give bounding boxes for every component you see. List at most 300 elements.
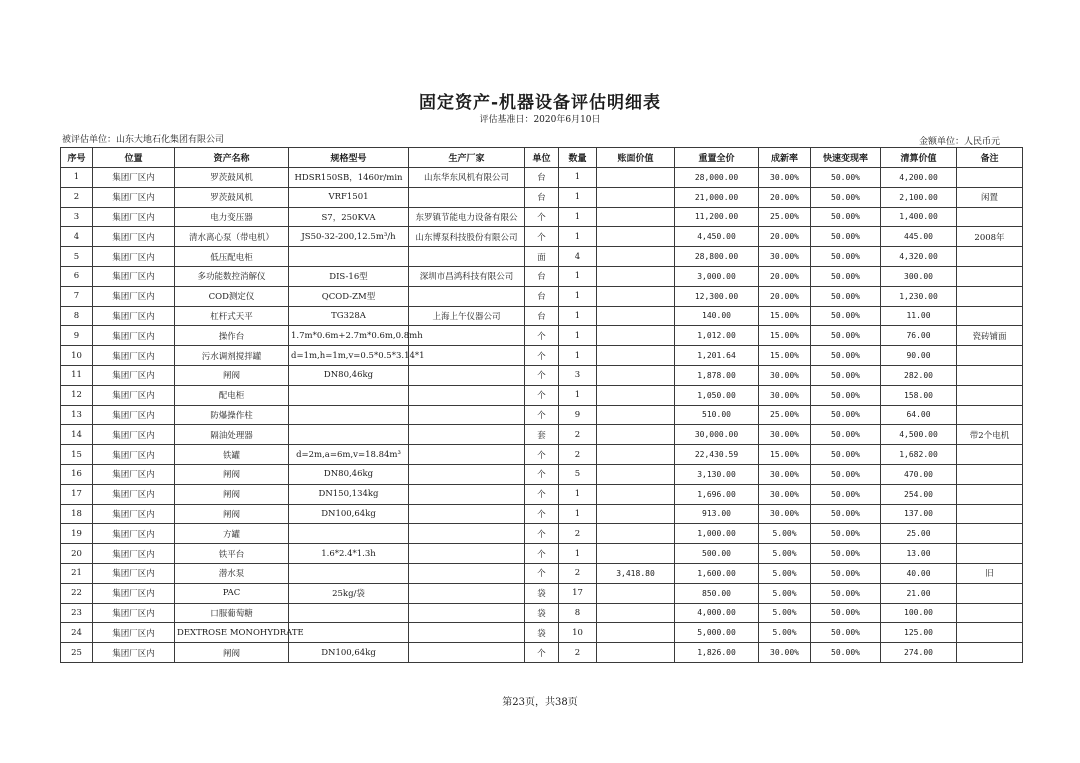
cell-asset-name: 口服葡萄糖	[175, 603, 289, 623]
cell-model: 1.6*2.4*1.3h	[289, 544, 409, 564]
cell-quantity: 10	[559, 623, 597, 643]
cell-book-value	[597, 168, 675, 188]
cell-replacement-value: 3,130.00	[675, 464, 759, 484]
cell-unit: 个	[525, 326, 559, 346]
cell-book-value	[597, 405, 675, 425]
cell-unit: 台	[525, 266, 559, 286]
cell-index: 10	[61, 346, 93, 366]
cell-asset-name: 闸阀	[175, 484, 289, 504]
cell-unit: 个	[525, 464, 559, 484]
cell-remarks	[957, 464, 1023, 484]
cell-remarks	[957, 623, 1023, 643]
cell-quantity: 5	[559, 464, 597, 484]
cell-manufacturer	[409, 346, 525, 366]
cell-index: 7	[61, 286, 93, 306]
cell-location: 集团厂区内	[93, 425, 175, 445]
cell-replacement-value: 4,000.00	[675, 603, 759, 623]
table-row	[61, 445, 1023, 465]
cell-quantity: 9	[559, 405, 597, 425]
cell-quantity: 1	[559, 504, 597, 524]
cell-asset-name: DEXTROSE MONOHYDRATE	[175, 623, 289, 643]
cell-index: 2	[61, 187, 93, 207]
cell-manufacturer	[409, 643, 525, 663]
cell-liquidation-value: 158.00	[881, 385, 957, 405]
cell-newness-rate: 5.00%	[759, 544, 811, 564]
cell-replacement-value: 1,696.00	[675, 484, 759, 504]
table-row	[61, 425, 1023, 445]
cell-remarks	[957, 524, 1023, 544]
cell-remarks	[957, 405, 1023, 425]
cell-replacement-value: 1,050.00	[675, 385, 759, 405]
cell-remarks	[957, 207, 1023, 227]
cell-asset-name: 清水离心泵（带电机）	[175, 227, 289, 247]
cell-manufacturer: 东罗镇节能电力设备有限公	[409, 207, 525, 227]
cell-manufacturer	[409, 326, 525, 346]
cell-unit: 袋	[525, 603, 559, 623]
cell-model	[289, 524, 409, 544]
cell-manufacturer	[409, 623, 525, 643]
table-row	[61, 207, 1023, 227]
cell-replacement-value: 1,000.00	[675, 524, 759, 544]
cell-liquidation-value: 4,200.00	[881, 168, 957, 188]
cell-newness-rate: 15.00%	[759, 306, 811, 326]
cell-quantity: 1	[559, 346, 597, 366]
cell-unit: 个	[525, 563, 559, 583]
cell-index: 3	[61, 207, 93, 227]
cell-replacement-value: 913.00	[675, 504, 759, 524]
cell-remarks: 瓷砖铺面	[957, 326, 1023, 346]
cell-newness-rate: 5.00%	[759, 524, 811, 544]
cell-location: 集团厂区内	[93, 504, 175, 524]
cell-index: 9	[61, 326, 93, 346]
cell-replacement-value: 28,000.00	[675, 168, 759, 188]
table-row	[61, 544, 1023, 564]
cell-location: 集团厂区内	[93, 168, 175, 188]
cell-location: 集团厂区内	[93, 385, 175, 405]
cell-newness-rate: 30.00%	[759, 464, 811, 484]
cell-quantity: 1	[559, 227, 597, 247]
cell-location: 集团厂区内	[93, 207, 175, 227]
cell-quantity: 1	[559, 385, 597, 405]
cell-unit: 个	[525, 365, 559, 385]
cell-book-value	[597, 603, 675, 623]
header-model: 规格型号	[289, 148, 409, 168]
cell-replacement-value: 12,300.00	[675, 286, 759, 306]
cell-liquidation-rate: 50.00%	[811, 484, 881, 504]
cell-book-value	[597, 583, 675, 603]
cell-location: 集团厂区内	[93, 563, 175, 583]
cell-unit: 套	[525, 425, 559, 445]
cell-remarks: 2008年	[957, 227, 1023, 247]
cell-liquidation-value: 137.00	[881, 504, 957, 524]
cell-location: 集团厂区内	[93, 643, 175, 663]
cell-liquidation-rate: 50.00%	[811, 504, 881, 524]
cell-index: 24	[61, 623, 93, 643]
cell-model: S7，250KVA	[289, 207, 409, 227]
table-row	[61, 583, 1023, 603]
cell-asset-name: 闸阀	[175, 504, 289, 524]
cell-manufacturer: 深圳市昌鸿科技有限公司	[409, 266, 525, 286]
cell-asset-name: 配电柜	[175, 385, 289, 405]
cell-book-value	[597, 484, 675, 504]
cell-model: HDSR150SB，1460r/min	[289, 168, 409, 188]
header-location: 位置	[93, 148, 175, 168]
cell-manufacturer	[409, 504, 525, 524]
cell-location: 集团厂区内	[93, 623, 175, 643]
cell-model: DN80,46kg	[289, 365, 409, 385]
cell-location: 集团厂区内	[93, 405, 175, 425]
cell-liquidation-rate: 50.00%	[811, 346, 881, 366]
cell-model: DN100,64kg	[289, 504, 409, 524]
cell-location: 集团厂区内	[93, 326, 175, 346]
cell-quantity: 2	[559, 524, 597, 544]
cell-book-value	[597, 247, 675, 267]
cell-liquidation-rate: 50.00%	[811, 544, 881, 564]
cell-book-value	[597, 504, 675, 524]
cell-location: 集团厂区内	[93, 365, 175, 385]
cell-liquidation-value: 282.00	[881, 365, 957, 385]
cell-index: 13	[61, 405, 93, 425]
header-liquidation-rate: 快速变现率	[811, 148, 881, 168]
cell-manufacturer	[409, 544, 525, 564]
header-newness-rate: 成新率	[759, 148, 811, 168]
cell-model: d=1m,h=1m,v=0.5*0.5*3.14*1	[289, 346, 409, 366]
cell-liquidation-value: 274.00	[881, 643, 957, 663]
cell-index: 4	[61, 227, 93, 247]
cell-model: DIS-16型	[289, 266, 409, 286]
cell-asset-name: 罗茨鼓风机	[175, 168, 289, 188]
cell-book-value	[597, 286, 675, 306]
cell-book-value	[597, 623, 675, 643]
cell-asset-name: COD测定仪	[175, 286, 289, 306]
cell-model	[289, 405, 409, 425]
cell-liquidation-value: 470.00	[881, 464, 957, 484]
page-footer: 第23页，共38页	[502, 697, 578, 708]
cell-location: 集团厂区内	[93, 227, 175, 247]
cell-book-value	[597, 207, 675, 227]
cell-asset-name: 隔油处理器	[175, 425, 289, 445]
cell-model	[289, 623, 409, 643]
header-quantity: 数量	[559, 148, 597, 168]
table-row	[61, 346, 1023, 366]
cell-index: 19	[61, 524, 93, 544]
cell-model: JS50-32-200,12.5m³/h	[289, 227, 409, 247]
cell-location: 集团厂区内	[93, 603, 175, 623]
cell-liquidation-rate: 50.00%	[811, 168, 881, 188]
cell-manufacturer	[409, 187, 525, 207]
cell-model: VRF1501	[289, 187, 409, 207]
cell-newness-rate: 30.00%	[759, 425, 811, 445]
cell-index: 22	[61, 583, 93, 603]
cell-location: 集团厂区内	[93, 484, 175, 504]
cell-liquidation-rate: 50.00%	[811, 247, 881, 267]
cell-liquidation-rate: 50.00%	[811, 385, 881, 405]
cell-index: 20	[61, 544, 93, 564]
cell-book-value	[597, 266, 675, 286]
cell-index: 8	[61, 306, 93, 326]
cell-index: 16	[61, 464, 93, 484]
cell-index: 25	[61, 643, 93, 663]
cell-index: 12	[61, 385, 93, 405]
cell-liquidation-rate: 50.00%	[811, 583, 881, 603]
cell-index: 18	[61, 504, 93, 524]
cell-unit: 个	[525, 643, 559, 663]
cell-liquidation-rate: 50.00%	[811, 524, 881, 544]
cell-liquidation-value: 11.00	[881, 306, 957, 326]
cell-asset-name: 污水调剂搅拌罐	[175, 346, 289, 366]
cell-location: 集团厂区内	[93, 247, 175, 267]
cell-unit: 台	[525, 306, 559, 326]
cell-quantity: 1	[559, 544, 597, 564]
header-remarks: 备注	[957, 148, 1023, 168]
cell-model	[289, 603, 409, 623]
cell-model: TG328A	[289, 306, 409, 326]
cell-unit: 个	[525, 385, 559, 405]
cell-liquidation-rate: 50.00%	[811, 326, 881, 346]
cell-newness-rate: 20.00%	[759, 187, 811, 207]
cell-location: 集团厂区内	[93, 286, 175, 306]
cell-location: 集团厂区内	[93, 583, 175, 603]
table-row	[61, 464, 1023, 484]
cell-newness-rate: 15.00%	[759, 326, 811, 346]
cell-remarks	[957, 445, 1023, 465]
header-liquidation-value: 清算价值	[881, 148, 957, 168]
cell-newness-rate: 20.00%	[759, 227, 811, 247]
cell-quantity: 2	[559, 563, 597, 583]
cell-book-value	[597, 326, 675, 346]
cell-liquidation-rate: 50.00%	[811, 445, 881, 465]
cell-quantity: 1	[559, 326, 597, 346]
cell-remarks	[957, 306, 1023, 326]
cell-remarks: 闲置	[957, 187, 1023, 207]
cell-location: 集团厂区内	[93, 346, 175, 366]
cell-replacement-value: 4,450.00	[675, 227, 759, 247]
cell-remarks: 带2个电机	[957, 425, 1023, 445]
cell-liquidation-value: 254.00	[881, 484, 957, 504]
cell-manufacturer: 山东博泵科技股份有限公司	[409, 227, 525, 247]
cell-quantity: 2	[559, 425, 597, 445]
cell-quantity: 1	[559, 187, 597, 207]
base-date: 评估基准日：2020年6月10日	[479, 115, 601, 125]
cell-liquidation-value: 4,500.00	[881, 425, 957, 445]
cell-index: 6	[61, 266, 93, 286]
cell-liquidation-rate: 50.00%	[811, 405, 881, 425]
cell-manufacturer	[409, 484, 525, 504]
cell-model: QCOD-ZM型	[289, 286, 409, 306]
cell-liquidation-rate: 50.00%	[811, 306, 881, 326]
cell-replacement-value: 1,600.00	[675, 563, 759, 583]
cell-model	[289, 385, 409, 405]
cell-index: 21	[61, 563, 93, 583]
cell-remarks	[957, 603, 1023, 623]
cell-newness-rate: 30.00%	[759, 168, 811, 188]
cell-liquidation-rate: 50.00%	[811, 623, 881, 643]
cell-unit: 个	[525, 504, 559, 524]
cell-asset-name: 闸阀	[175, 464, 289, 484]
page-title: 固定资产-机器设备评估明细表	[418, 93, 662, 113]
cell-book-value	[597, 346, 675, 366]
cell-newness-rate: 30.00%	[759, 504, 811, 524]
entity-name: 被评估单位：山东大地石化集团有限公司	[62, 135, 225, 145]
cell-book-value	[597, 464, 675, 484]
cell-liquidation-value: 90.00	[881, 346, 957, 366]
cell-unit: 个	[525, 544, 559, 564]
cell-remarks	[957, 504, 1023, 524]
cell-model	[289, 247, 409, 267]
cell-liquidation-rate: 50.00%	[811, 227, 881, 247]
cell-replacement-value: 11,200.00	[675, 207, 759, 227]
table-row	[61, 266, 1023, 286]
cell-replacement-value: 850.00	[675, 583, 759, 603]
cell-remarks	[957, 266, 1023, 286]
cell-unit: 台	[525, 286, 559, 306]
table-row	[61, 247, 1023, 267]
table-row	[61, 385, 1023, 405]
cell-quantity: 2	[559, 643, 597, 663]
cell-model	[289, 425, 409, 445]
cell-quantity: 1	[559, 266, 597, 286]
cell-remarks	[957, 484, 1023, 504]
cell-liquidation-value: 4,320.00	[881, 247, 957, 267]
cell-asset-name: 杠杆式天平	[175, 306, 289, 326]
table-row	[61, 504, 1023, 524]
cell-replacement-value: 1,201.64	[675, 346, 759, 366]
cell-manufacturer	[409, 445, 525, 465]
table-row	[61, 623, 1023, 643]
cell-newness-rate: 20.00%	[759, 266, 811, 286]
cell-newness-rate: 30.00%	[759, 385, 811, 405]
asset-table	[60, 147, 1023, 663]
cell-location: 集团厂区内	[93, 187, 175, 207]
cell-newness-rate: 5.00%	[759, 623, 811, 643]
cell-liquidation-rate: 50.00%	[811, 266, 881, 286]
cell-remarks	[957, 385, 1023, 405]
cell-liquidation-value: 21.00	[881, 583, 957, 603]
header-unit: 单位	[525, 148, 559, 168]
cell-asset-name: 防爆操作柱	[175, 405, 289, 425]
cell-quantity: 4	[559, 247, 597, 267]
cell-replacement-value: 30,000.00	[675, 425, 759, 445]
table-row	[61, 187, 1023, 207]
cell-quantity: 2	[559, 445, 597, 465]
cell-book-value	[597, 385, 675, 405]
cell-unit: 个	[525, 227, 559, 247]
cell-unit: 个	[525, 346, 559, 366]
cell-liquidation-value: 300.00	[881, 266, 957, 286]
table-row	[61, 326, 1023, 346]
cell-liquidation-rate: 50.00%	[811, 603, 881, 623]
cell-asset-name: 多功能数控消解仪	[175, 266, 289, 286]
table-header-row	[61, 148, 1023, 168]
cell-manufacturer	[409, 385, 525, 405]
cell-remarks	[957, 168, 1023, 188]
cell-remarks	[957, 583, 1023, 603]
cell-manufacturer	[409, 583, 525, 603]
table-row	[61, 643, 1023, 663]
table-row	[61, 405, 1023, 425]
cell-book-value	[597, 227, 675, 247]
cell-manufacturer: 山东华东风机有限公司	[409, 168, 525, 188]
cell-liquidation-rate: 50.00%	[811, 187, 881, 207]
cell-manufacturer	[409, 365, 525, 385]
cell-liquidation-value: 445.00	[881, 227, 957, 247]
table-row	[61, 286, 1023, 306]
currency-unit: 金额单位：人民币元	[918, 137, 1000, 147]
cell-book-value	[597, 187, 675, 207]
cell-index: 15	[61, 445, 93, 465]
cell-book-value: 3,418.80	[597, 563, 675, 583]
cell-unit: 个	[525, 484, 559, 504]
table-row	[61, 524, 1023, 544]
cell-unit: 台	[525, 187, 559, 207]
cell-manufacturer	[409, 247, 525, 267]
cell-replacement-value: 500.00	[675, 544, 759, 564]
table-row	[61, 365, 1023, 385]
cell-newness-rate: 15.00%	[759, 346, 811, 366]
cell-replacement-value: 510.00	[675, 405, 759, 425]
cell-location: 集团厂区内	[93, 524, 175, 544]
cell-unit: 袋	[525, 623, 559, 643]
cell-newness-rate: 20.00%	[759, 286, 811, 306]
cell-asset-name: 方罐	[175, 524, 289, 544]
cell-replacement-value: 1,012.00	[675, 326, 759, 346]
table-row	[61, 603, 1023, 623]
cell-asset-name: 电力变压器	[175, 207, 289, 227]
table-row	[61, 563, 1023, 583]
cell-book-value	[597, 643, 675, 663]
cell-liquidation-value: 76.00	[881, 326, 957, 346]
cell-remarks	[957, 346, 1023, 366]
cell-newness-rate: 30.00%	[759, 643, 811, 663]
table-body	[61, 168, 1023, 663]
cell-unit: 面	[525, 247, 559, 267]
cell-model: DN80,46kg	[289, 464, 409, 484]
cell-book-value	[597, 524, 675, 544]
cell-quantity: 1	[559, 286, 597, 306]
cell-asset-name: 闸阀	[175, 643, 289, 663]
cell-asset-name: 铁平台	[175, 544, 289, 564]
cell-newness-rate: 25.00%	[759, 207, 811, 227]
cell-liquidation-value: 64.00	[881, 405, 957, 425]
cell-manufacturer	[409, 464, 525, 484]
cell-liquidation-rate: 50.00%	[811, 643, 881, 663]
cell-quantity: 1	[559, 484, 597, 504]
cell-model: d=2m,a=6m,v=18.84m³	[289, 445, 409, 465]
header-asset-name: 资产名称	[175, 148, 289, 168]
table-row	[61, 168, 1023, 188]
cell-replacement-value: 1,826.00	[675, 643, 759, 663]
cell-asset-name: 低压配电柜	[175, 247, 289, 267]
cell-replacement-value: 22,430.59	[675, 445, 759, 465]
cell-replacement-value: 1,878.00	[675, 365, 759, 385]
header-book-value: 账面价值	[597, 148, 675, 168]
cell-quantity: 8	[559, 603, 597, 623]
cell-newness-rate: 30.00%	[759, 484, 811, 504]
cell-newness-rate: 5.00%	[759, 563, 811, 583]
cell-manufacturer	[409, 405, 525, 425]
cell-newness-rate: 25.00%	[759, 405, 811, 425]
cell-newness-rate: 5.00%	[759, 603, 811, 623]
cell-location: 集团厂区内	[93, 544, 175, 564]
cell-index: 14	[61, 425, 93, 445]
cell-liquidation-value: 40.00	[881, 563, 957, 583]
cell-book-value	[597, 445, 675, 465]
cell-liquidation-value: 125.00	[881, 623, 957, 643]
cell-location: 集团厂区内	[93, 306, 175, 326]
cell-unit: 个	[525, 405, 559, 425]
cell-liquidation-rate: 50.00%	[811, 563, 881, 583]
cell-location: 集团厂区内	[93, 445, 175, 465]
